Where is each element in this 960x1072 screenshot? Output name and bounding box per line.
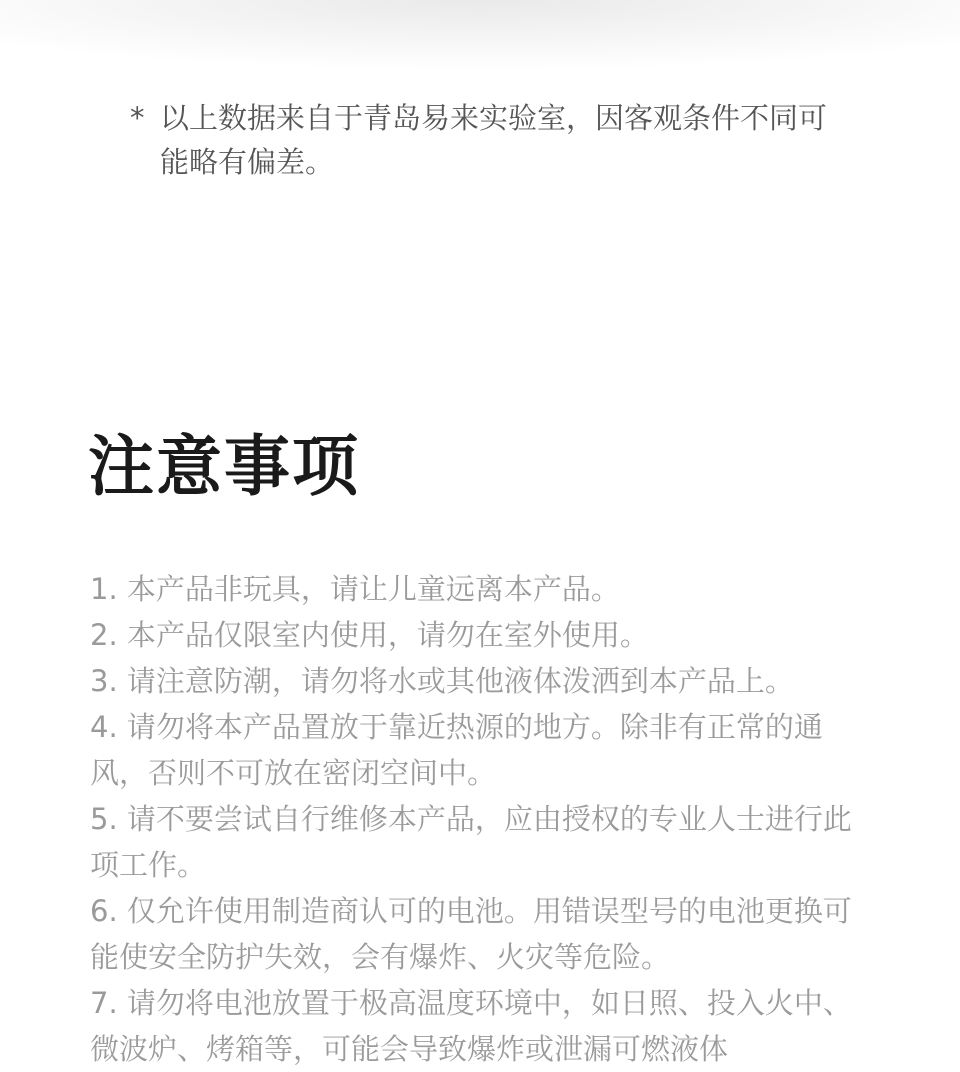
note-item: 2. 本产品仅限室内使用，请勿在室外使用。 bbox=[90, 618, 649, 652]
footnote-text: 以上数据来自于青岛易来实验室，因客观条件不同可能略有偏差。 bbox=[160, 101, 828, 179]
note-item: 6. 仅允许使用制造商认可的电池。用错误型号的电池更换可能使安全防护失效，会有爆炸、火灾等危险。 bbox=[90, 894, 852, 974]
section-title: 注意事项 bbox=[88, 428, 360, 505]
footnote-marker: * bbox=[130, 101, 145, 135]
note-item: 4. 请勿将本产品置放于靠近热源的地方。除非有正常的通风，否则不可放在密闭空间中。 bbox=[90, 710, 823, 790]
note-item: 1. 本产品非玩具，请让儿童远离本产品。 bbox=[90, 572, 620, 606]
note-item: 7. 请勿将电池放置于极高温度环境中，如日照、投入火中、微波炉、烤箱等，可能会导致爆炸或泄漏可燃液体 bbox=[90, 986, 852, 1066]
footnote bbox=[130, 96, 850, 184]
notes-list bbox=[90, 566, 870, 1072]
top-shadow bbox=[0, 0, 960, 90]
note-item: 5. 请不要尝试自行维修本产品，应由授权的专业人士进行此项工作。 bbox=[90, 802, 852, 882]
note-item: 3. 请注意防潮，请勿将水或其他液体泼洒到本产品上。 bbox=[90, 664, 794, 698]
